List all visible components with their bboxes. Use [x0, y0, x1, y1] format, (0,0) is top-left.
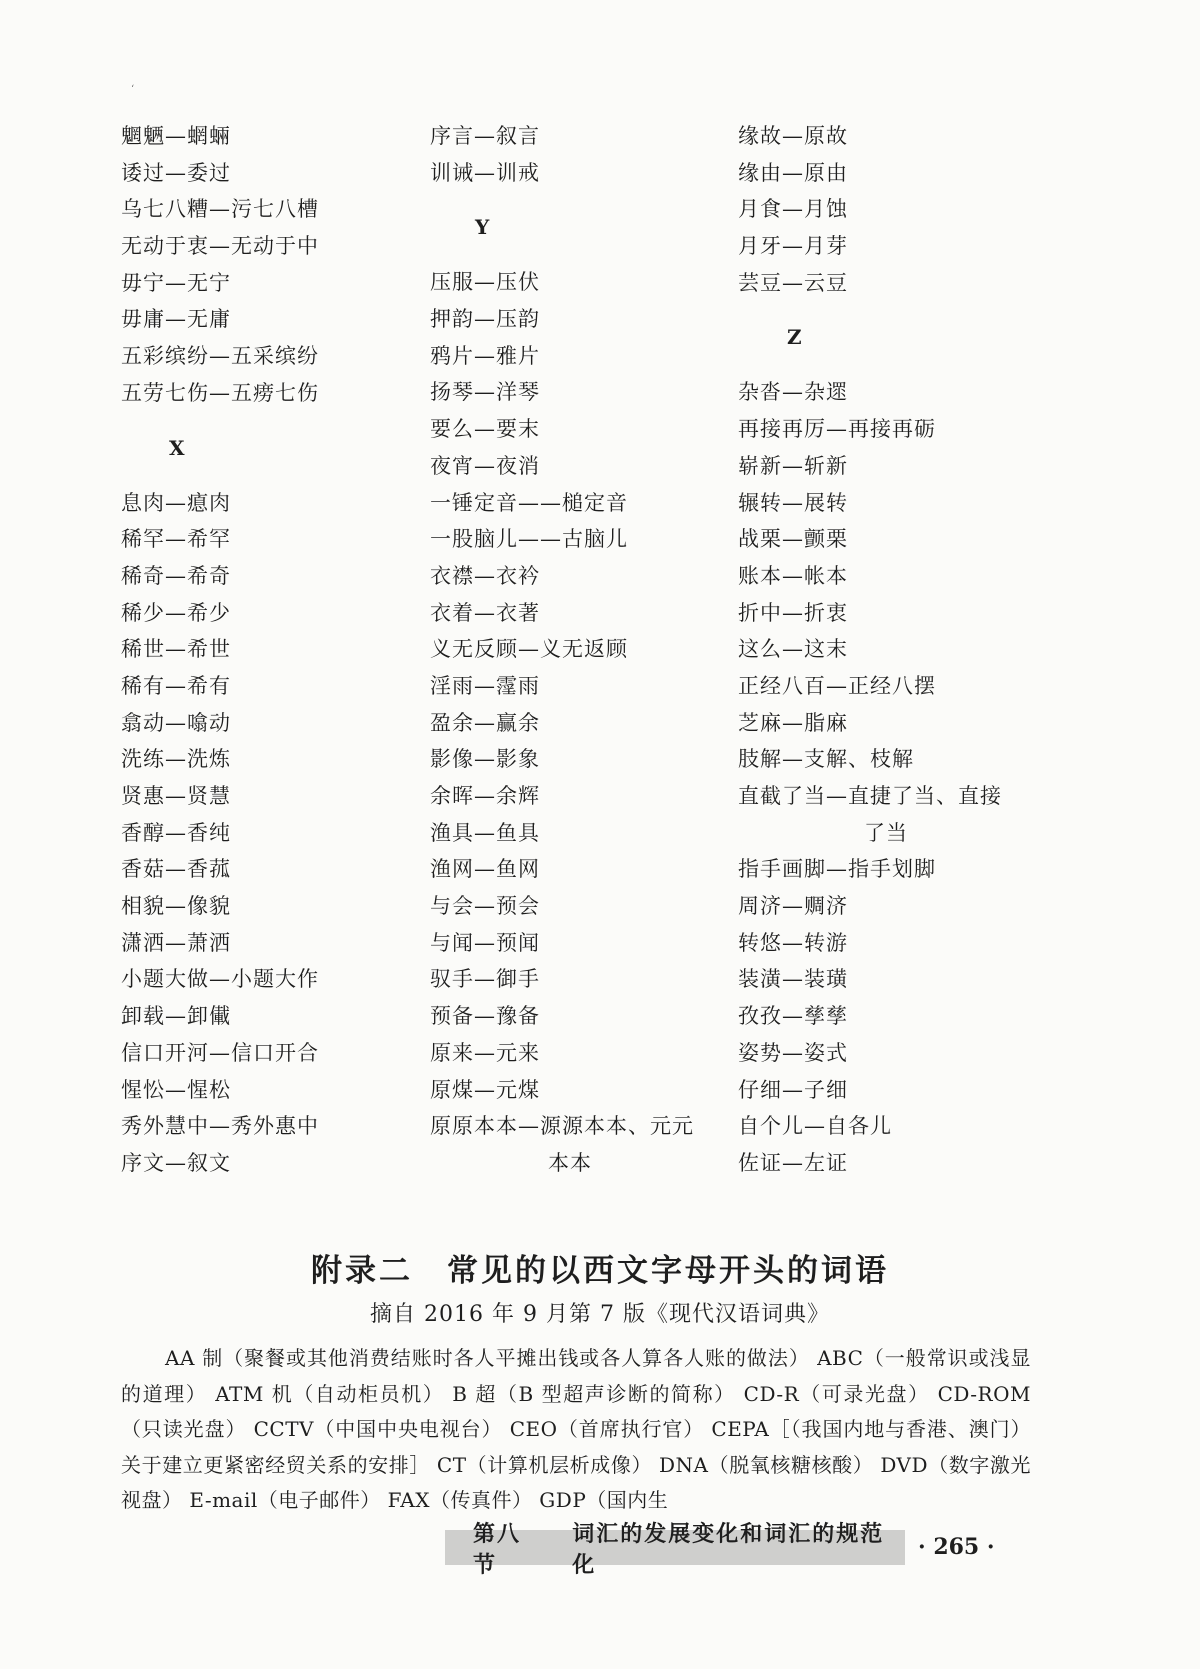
section-letter-heading: Z [787, 325, 802, 350]
word-pair: 乌七八糟—污七八槽 [121, 197, 319, 222]
word-pair: 预备—豫备 [430, 1004, 540, 1029]
word-column-3 [738, 118, 1038, 1182]
word-pair: 稀世—希世 [121, 637, 231, 662]
footer-section-label: 第八节 [473, 1520, 522, 1578]
word-pair: 原原本本—源源本本、元元 [430, 1114, 694, 1139]
word-pair: 翕动—噏动 [121, 710, 231, 735]
word-pair: 五劳七伤—五痨七伤 [121, 380, 319, 405]
footer-section-title: 词汇的发展变化和词汇的规范化 [572, 1520, 885, 1578]
word-pair: 这么—这末 [738, 637, 848, 662]
word-pair: 稀有—希有 [121, 673, 231, 698]
word-pair: 稀罕—希罕 [121, 527, 231, 552]
word-pair: 押韵—压韵 [430, 307, 540, 332]
word-pair: 指手画脚—指手划脚 [738, 857, 936, 882]
word-pair: 香菇—香菰 [121, 857, 231, 882]
word-pair: 仔细—子细 [738, 1077, 848, 1102]
word-pair: 无动于衷—无动于中 [121, 234, 319, 259]
word-pair: 压服—压伏 [430, 270, 540, 295]
word-pair: 影像—影象 [430, 747, 540, 772]
word-pair: 渔网—鱼网 [430, 857, 540, 882]
word-pair: 佐证—左证 [738, 1150, 848, 1175]
word-pair: 缘由—原由 [738, 160, 848, 185]
word-pair: 惺忪—惺松 [121, 1077, 231, 1102]
word-pair: 卸载—卸儎 [121, 1004, 231, 1029]
word-pair: 魍魉—蝄蜽 [121, 124, 231, 148]
section-letter-heading: X [169, 435, 185, 460]
word-pair: 稀少—希少 [121, 600, 231, 625]
word-pair: 稀奇—希奇 [121, 563, 231, 588]
word-pair: 直截了当—直捷了当、直接 [738, 784, 1002, 808]
word-pair: 五彩缤纷—五采缤纷 [121, 344, 319, 369]
word-pair: 序文—叙文 [121, 1150, 231, 1175]
corner-mark: ‘ [131, 84, 135, 95]
word-pair: 自个儿—自各儿 [738, 1114, 892, 1139]
appendix-subtitle: 摘自 2016 年 9 月第 7 版《现代汉语词典》 [370, 1302, 830, 1327]
word-pair: 再接再厉—再接再砺 [738, 417, 936, 442]
word-pair: 折中—折衷 [738, 600, 848, 625]
word-pair: 月牙—月芽 [738, 234, 848, 259]
word-pair: 孜孜—孳孳 [738, 1004, 848, 1029]
word-pair: 正经八百—正经八摆 [738, 673, 936, 698]
word-pair: 辗转—展转 [738, 490, 848, 515]
word-pair: 毋庸—无庸 [121, 307, 231, 332]
word-pair: 义无反顾—义无返顾 [430, 637, 628, 662]
word-pair: 芸豆—云豆 [738, 270, 848, 295]
word-pair: 香醇—香纯 [121, 820, 231, 845]
word-pair: 淫雨—霪雨 [430, 673, 540, 698]
word-pair: 芝麻—脂麻 [738, 710, 848, 735]
word-pair: 原煤—元煤 [430, 1077, 540, 1102]
word-pair: 扬琴—洋琴 [430, 380, 540, 405]
word-pair: 周济—赒济 [738, 894, 848, 919]
word-pair: 原来—元来 [430, 1040, 540, 1065]
word-pair: 月食—月蚀 [738, 197, 848, 222]
word-pair: 秀外慧中—秀外惠中 [121, 1114, 319, 1139]
word-pair: 相貌—像貌 [121, 894, 231, 919]
word-pair: 序言—叙言 [430, 124, 540, 148]
word-pair-continuation: 本本 [548, 1150, 592, 1175]
word-pair: 驭手—御手 [430, 967, 540, 992]
appendix-paragraph: AA 制（聚餐或其他消费结账时各人平摊出钱或各人算各人账的做法） ABC（一般常识或浅显的道理） ATM 机（自动柜员机） B 超（B 型超声诊断的简称） CD-R（可录光盘） CD-ROM（只读光盘） CCTV（中国中央电视台） CEO（首席执行官） CEPA［（我国内地与香港、澳门）关于建立更紧密经贸关系的安排］ CT（计算机层析成像） DNA（脱氧核糖核酸） DVD（数字激光视盘） E-mail（电子邮件） FAX（传真件） GDP（国内生 [121, 1346, 1031, 1512]
word-pair: 一股脑儿——古脑儿 [430, 527, 628, 552]
word-pair: 转悠—转游 [738, 930, 848, 955]
word-pair: 杂沓—杂遝 [738, 380, 848, 405]
word-pair: 衣襟—衣衿 [430, 563, 540, 588]
word-pair: 与会—预会 [430, 894, 540, 919]
word-pair: 息肉—瘜肉 [121, 490, 231, 515]
word-column-2 [430, 118, 730, 1182]
section-letter-heading: Y [475, 215, 490, 240]
word-pair: 衣着—衣著 [430, 600, 540, 625]
word-pair: 余晖—余辉 [430, 784, 540, 808]
word-pair: 鸦片—雅片 [430, 343, 540, 368]
word-pair: 小题大做—小题大作 [121, 967, 319, 992]
word-pair: 战栗—颤栗 [738, 527, 848, 552]
word-pair: 肢解—支解、枝解 [738, 747, 914, 772]
word-pair: 毋宁—无宁 [121, 270, 231, 295]
footer-section-band [445, 1520, 905, 1578]
word-column-1 [121, 118, 421, 1182]
appendix-title: 附录二 常见的以西文字母开头的词语 [311, 1253, 889, 1289]
word-pair: 贤惠—贤慧 [121, 784, 231, 808]
word-pair: 一锤定音——槌定音 [430, 490, 628, 515]
word-pair: 盈余—赢余 [430, 710, 540, 735]
word-pair: 诿过—委过 [121, 160, 231, 185]
word-pair: 与闻—预闻 [430, 930, 540, 955]
word-pair: 洗练—洗炼 [121, 747, 231, 772]
word-pair: 夜宵—夜消 [430, 453, 540, 478]
word-pair: 崭新—斩新 [738, 453, 848, 478]
word-pair: 信口开河—信口开合 [121, 1040, 319, 1065]
word-pair: 潇洒—萧洒 [121, 930, 231, 955]
word-pair: 要么—要末 [430, 417, 540, 442]
word-pair: 装潢—装璜 [738, 967, 848, 992]
word-pair-continuation: 了当 [864, 820, 908, 845]
word-pair: 账本—帐本 [738, 563, 848, 588]
word-pair: 渔具—鱼具 [430, 820, 540, 845]
page-number: · 265 · [918, 1534, 995, 1560]
word-pair: 训诫—训戒 [430, 160, 540, 185]
word-pair: 姿势—姿式 [738, 1040, 848, 1065]
word-pair: 缘故—原故 [738, 124, 848, 148]
